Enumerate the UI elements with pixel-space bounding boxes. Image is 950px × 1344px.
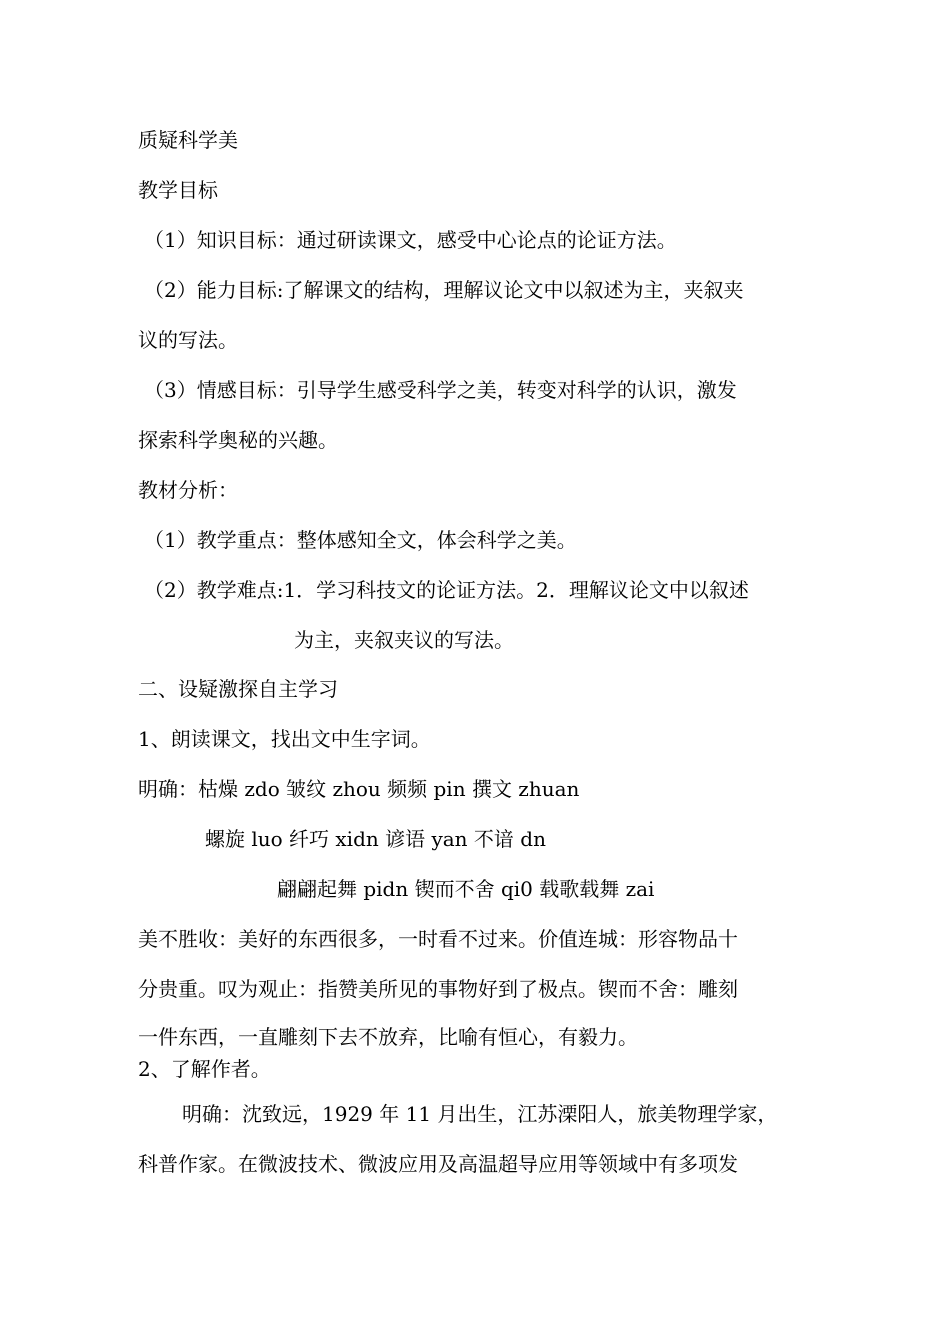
- author-line-2: 科普作家。在微波技术、微波应用及高温超导应用等领域中有多项发: [138, 1152, 738, 1176]
- explain-line-3: 一件东西，一直雕刻下去不放弃，比喻有恒心，有毅力。: [138, 1025, 638, 1049]
- section-2-heading: 二、设疑激探自主学习: [138, 677, 338, 701]
- explain-line-2: 分贵重。叹为观止：指赞美所见的事物好到了极点。锲而不舍：雕刻: [138, 977, 738, 1001]
- objective-2-line-1: （2）能力目标:了解课文的结构，理解议论文中以叙述为主，夹叙夹: [144, 278, 744, 302]
- objectives-heading: 教学目标: [138, 178, 218, 202]
- step-1: 1、朗读课文，找出文中生字词。: [138, 727, 431, 751]
- objective-3-line-1: （3）情感目标：引导学生感受科学之美，转变对科学的认识，激发: [144, 378, 737, 402]
- explain-line-1: 美不胜收：美好的东西很多，一时看不过来。价值连城：形容物品十: [138, 927, 738, 951]
- doc-title: 质疑科学美: [138, 128, 238, 152]
- author-line-1: 明确：沈致远，1929 年 11 月出生，江苏溧阳人，旅美物理学家，: [182, 1102, 778, 1126]
- objective-2-line-2: 议的写法。: [138, 328, 238, 352]
- analysis-2-line-1: （2）教学难点:1．学习科技文的论证方法。2．理解议论文中以叙述: [144, 578, 749, 602]
- objective-1: （1）知识目标：通过研读课文，感受中心论点的论证方法。: [144, 228, 677, 252]
- analysis-2-line-2: 为主，夹叙夹议的写法。: [294, 628, 514, 652]
- objective-3-line-2: 探索科学奥秘的兴趣。: [138, 428, 338, 452]
- step-2: 2、了解作者。: [138, 1057, 271, 1081]
- analysis-1: （1）教学重点：整体感知全文，体会科学之美。: [144, 528, 577, 552]
- vocab-line-1: 明确：枯燥 zdo 皱纹 zhou 频频 pin 撰文 zhuan: [138, 777, 580, 801]
- analysis-heading: 教材分析：: [138, 478, 238, 502]
- vocab-line-3: 翩翩起舞 pidn 锲而不舍 qi0 载歌载舞 zai: [277, 877, 655, 901]
- vocab-line-2: 螺旋 luo 纤巧 xidn 谚语 yan 不谙 dn: [205, 827, 546, 851]
